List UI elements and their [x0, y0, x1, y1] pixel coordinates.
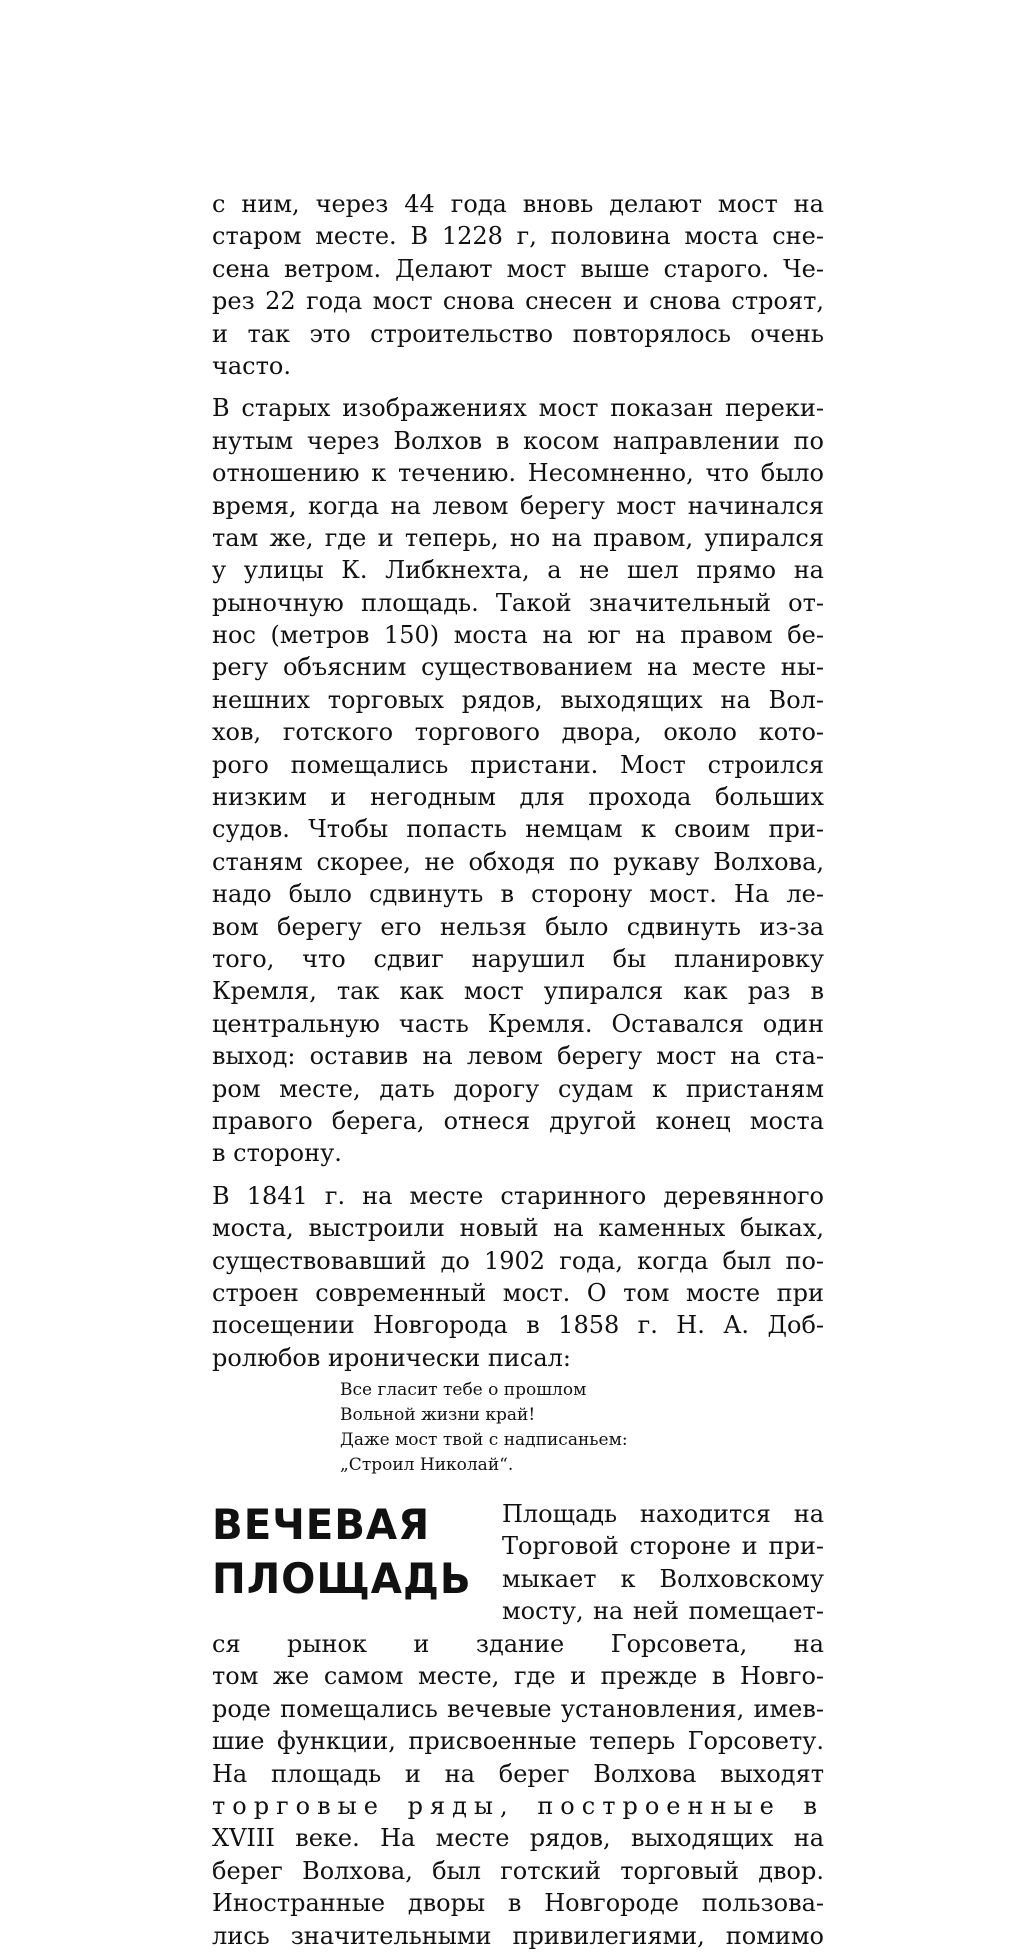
text-line: нешних торговых рядов, выходящих на Вол-: [212, 685, 824, 714]
text-line: у улицы К. Либкнехта, а не шел прямо на: [212, 556, 824, 585]
text-line: мыкает к Волховскому: [502, 1564, 824, 1593]
text-line: сена ветром. Делают мост выше старого. Че-: [212, 254, 824, 283]
text-line: судов. Чтобы попасть немцам к своим при-: [212, 815, 824, 844]
text-line: в сторону.: [212, 1139, 342, 1168]
paragraph-gap: [212, 382, 824, 392]
text-line: правого берега, отнеся другой конец моста: [212, 1106, 824, 1135]
text-line: там же, где и теперь, но на правом, упирался: [212, 523, 824, 552]
text-line: старом месте. В 1228 г, половина моста сне-: [212, 222, 824, 251]
poem-line: Даже мост твой с надписаньем:: [340, 1430, 628, 1451]
text-line: рого помещались пристани. Мост строился: [212, 750, 824, 779]
text-line: отношению к течению. Несомненно, что было: [212, 459, 824, 488]
poem-quote: [340, 1378, 760, 1478]
paragraph-3: [212, 1180, 824, 1374]
text-line: ром месте, дать дорогу судам к пристаням: [212, 1074, 824, 1103]
text-line: мосту, на ней помещает-: [502, 1597, 824, 1626]
text-line: Кремля, так как мост упирался как раз в: [212, 977, 824, 1006]
text-line: том же самом месте, где и прежде в Новго-: [212, 1662, 824, 1691]
text-line: станям скорее, не обходя по рукаву Волхова,: [212, 847, 824, 876]
text-line: берег Волхова, был готский торговый двор.: [212, 1856, 824, 1885]
text-line: ся рынок и здание Горсовета, на: [212, 1630, 824, 1659]
text-line: Площадь находится на: [502, 1500, 824, 1529]
text-line: и так это строительство повторялось очень: [212, 319, 824, 348]
text-line: нутым через Волхов в косом направлении по: [212, 426, 824, 455]
poem-line: Все гласит тебе о прошлом: [340, 1380, 587, 1401]
paragraph-2: [212, 392, 824, 1169]
section-header-block: [212, 1498, 824, 1626]
text-line: На площадь и на берег Волхова выходят: [212, 1759, 824, 1788]
text-line: строен современный мост. О том мосте при: [212, 1278, 824, 1307]
text-line: посещении Новгорода в 1858 г. Н. А. Доб-: [212, 1311, 824, 1340]
text-line: время, когда на левом берегу мост начинался: [212, 491, 824, 520]
text-line: В старых изображениях мост показан переки-: [212, 394, 824, 423]
text-line: низким и негодным для прохода больших: [212, 783, 824, 812]
text-line: торговые ряды, построенные в: [212, 1792, 824, 1821]
text-line: рез 22 года мост снова снесен и снова строят,: [212, 287, 824, 316]
text-line: нос (метров 150) моста на юг на правом бе-: [212, 621, 824, 650]
text-line: центральную часть Кремля. Оставался один: [212, 1009, 824, 1038]
text-line: роде помещались вечевые установления, имев-: [212, 1694, 824, 1723]
text-line: Иностранные дворы в Новгороде пользова-: [212, 1889, 824, 1918]
section-heading-line: ВЕЧЕВАЯ: [212, 1500, 431, 1550]
text-line: рыночную площадь. Такой значительный от-: [212, 588, 824, 617]
text-line: XVIII веке. На месте рядов, выходящих на: [212, 1824, 824, 1853]
poem-line: „Строил Николай“.: [340, 1455, 514, 1476]
paragraph-1: [212, 188, 824, 382]
poem-line: Вольной жизни край!: [340, 1405, 536, 1426]
text-line: существовавший до 1902 года, когда был по-: [212, 1246, 824, 1275]
text-line: вом берегу его нельзя было сдвинуть из-за: [212, 912, 824, 941]
text-line: хов, готского торгового двора, около кото-: [212, 718, 824, 747]
text-line: лись значительными привилегиями, помимо: [212, 1921, 824, 1950]
text-line: надо было сдвинуть в сторону мост. На ле-: [212, 880, 824, 909]
text-line: часто.: [212, 351, 291, 380]
text-line: моста, выстроили новый на каменных быках,: [212, 1214, 824, 1243]
text-line: шие функции, присвоенные теперь Горсовету.: [212, 1727, 824, 1756]
section-heading: [212, 1498, 492, 1606]
text-line: выход: оставив на левом берегу мост на ста-: [212, 1042, 824, 1071]
text-line: регу объясним существованием на месте ны-: [212, 653, 824, 682]
section-heading-line: ПЛОЩАДЬ: [212, 1554, 472, 1604]
text-line: с ним, через 44 года вновь делают мост на: [212, 190, 824, 218]
text-column: [212, 188, 824, 1952]
paragraph-gap: [212, 1170, 824, 1180]
section-body: [212, 1628, 824, 1952]
text-line: ролюбов иронически писал:: [212, 1343, 572, 1372]
text-line: того, что сдвиг нарушил бы планировку: [212, 944, 824, 973]
text-line: Торговой стороне и при-: [502, 1532, 824, 1561]
section-side-text: [502, 1498, 824, 1628]
text-line: В 1841 г. на месте старинного деревянного: [212, 1181, 824, 1210]
